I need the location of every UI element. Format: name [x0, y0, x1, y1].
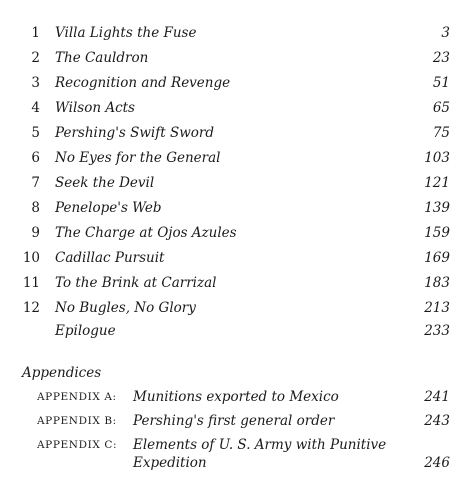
- chapter-number: 9: [31, 225, 40, 241]
- chapter-number: 11: [22, 275, 40, 291]
- chapter-title: The Charge at Ojos Azules: [55, 225, 237, 241]
- toc-row-chapter-5: [0, 122, 476, 144]
- chapter-number: 4: [31, 100, 40, 116]
- page-number: 3: [441, 25, 450, 41]
- chapter-number: 1: [31, 25, 40, 41]
- chapter-title: To the Brink at Carrizal: [55, 275, 217, 291]
- page-number: 139: [424, 200, 450, 216]
- toc-row-chapter-4: [0, 97, 476, 119]
- chapter-number: 5: [31, 125, 40, 141]
- page-number: 169: [424, 250, 450, 266]
- page-number: 51: [432, 75, 450, 91]
- page-number: 183: [424, 275, 450, 291]
- toc-row-chapter-2: [0, 47, 476, 69]
- appendix-label: APPENDIX A:: [37, 391, 117, 403]
- chapter-title: Epilogue: [55, 323, 116, 339]
- chapter-number: 6: [31, 150, 40, 166]
- page-number: 233: [424, 323, 450, 339]
- appendix-label: APPENDIX C:: [37, 439, 118, 451]
- chapter-title: Recognition and Revenge: [55, 75, 231, 91]
- page-number: 246: [424, 455, 450, 471]
- toc-row-epilogue: [0, 320, 476, 342]
- page-number: 159: [424, 225, 450, 241]
- toc-row-chapter-6: [0, 147, 476, 169]
- chapter-title: Wilson Acts: [55, 100, 135, 116]
- appendix-title: Pershing's first general order: [133, 413, 335, 429]
- page-number: 243: [424, 413, 450, 429]
- chapter-title: Penelope's Web: [55, 200, 162, 216]
- appendix-row-c: [0, 436, 476, 476]
- chapter-title: Cadillac Pursuit: [55, 250, 165, 266]
- chapter-title: Seek the Devil: [55, 175, 155, 191]
- appendix-title: Elements of U. S. Army with Punitive Expedition: [133, 437, 387, 471]
- page-number: 23: [432, 50, 450, 66]
- page-number: 213: [424, 300, 450, 316]
- toc-row-chapter-7: [0, 172, 476, 194]
- toc-row-chapter-12: [0, 297, 476, 319]
- chapter-number: 2: [31, 50, 40, 66]
- chapter-number: 7: [31, 175, 40, 191]
- page-number: 65: [432, 100, 450, 116]
- toc-row-chapter-11: [0, 272, 476, 294]
- toc-row-chapter-10: [0, 247, 476, 269]
- chapter-number: 10: [22, 250, 40, 266]
- chapter-number: 12: [22, 300, 40, 316]
- appendix-label: APPENDIX B:: [37, 415, 117, 427]
- appendices-heading: Appendices: [22, 365, 102, 381]
- chapter-number: 8: [31, 200, 40, 216]
- toc-row-chapter-3: [0, 72, 476, 94]
- appendix-row-a: [0, 388, 476, 408]
- toc-row-chapter-1: [0, 22, 476, 44]
- toc-row-chapter-8: [0, 197, 476, 219]
- chapter-title: Pershing's Swift Sword: [55, 125, 214, 141]
- appendix-title: Munitions exported to Mexico: [133, 389, 339, 405]
- chapter-title: No Eyes for the General: [55, 150, 221, 166]
- chapter-title: No Bugles, No Glory: [55, 300, 196, 316]
- page-number: 121: [424, 175, 450, 191]
- chapter-title: Villa Lights the Fuse: [55, 25, 197, 41]
- appendix-row-b: [0, 412, 476, 432]
- page-number: 75: [432, 125, 450, 141]
- page-number: 241: [424, 389, 450, 405]
- chapter-title: The Cauldron: [55, 50, 149, 66]
- page-number: 103: [424, 150, 450, 166]
- chapter-number: 3: [31, 75, 40, 91]
- toc-row-chapter-9: [0, 222, 476, 244]
